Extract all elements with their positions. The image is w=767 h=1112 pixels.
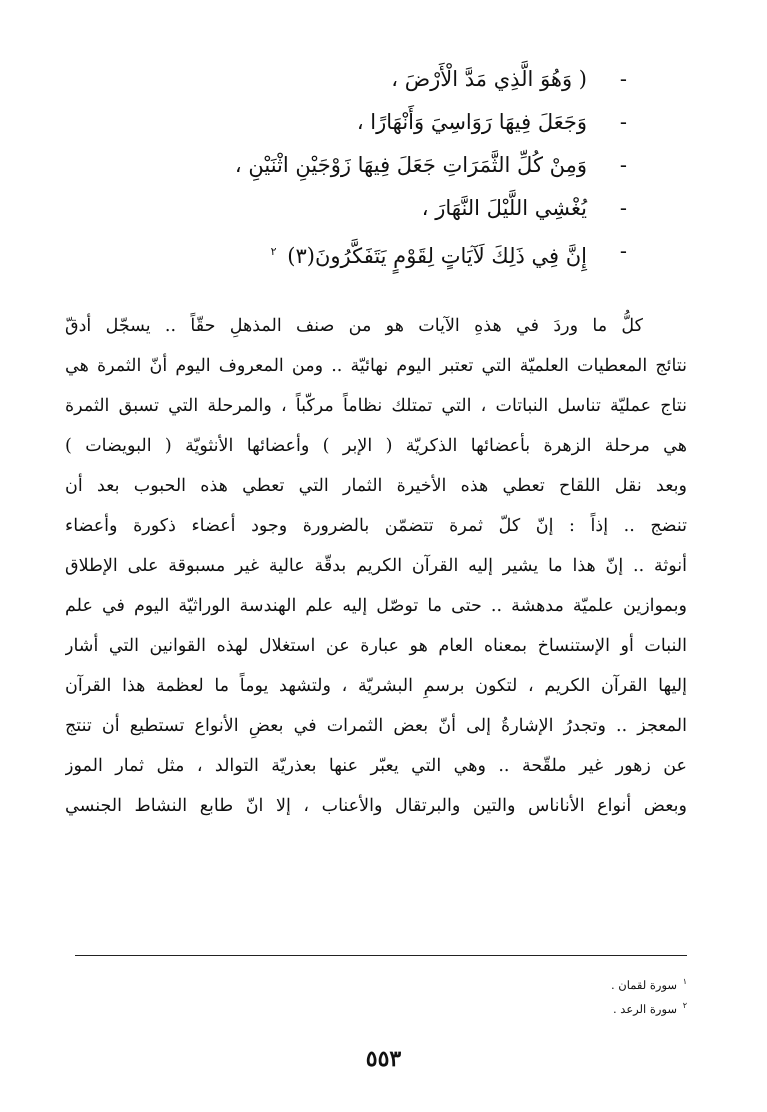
verse-dash: - bbox=[619, 153, 627, 177]
verse-dash: - bbox=[619, 196, 627, 220]
paragraph-line: أنوثة .. إنّ هذا ما يشير إليه القرآن الكريم بدقّة عالية غير مسبوقة على الإطلاق bbox=[65, 556, 687, 576]
verse-line bbox=[127, 144, 627, 187]
verse-dash: - bbox=[619, 239, 627, 263]
paragraph-line: وبعض أنواع الأناناس والتين والبرتقال والأعناب ، إلا انّ طابع النشاط الجنسي bbox=[65, 796, 687, 816]
footnote-text: سورة لقمان . bbox=[611, 977, 678, 992]
verse-text: ( وَهُوَ الَّذِي مَدَّ الْأَرْضَ ، bbox=[391, 67, 587, 91]
verse-line bbox=[127, 58, 627, 101]
paragraph-line: نتاج عمليّة تناسل النباتات ، التي تمتلك نظاماً مركّباً ، والمرحلة التي تسبق الثمرة bbox=[65, 396, 687, 416]
footnote-number: ١ bbox=[682, 977, 687, 986]
page-number: ٥٥٣ bbox=[365, 1046, 402, 1072]
paragraph-line: وبعد نقل اللقاح تعطي هذه الأخيرة الثمار التي تعطي هذه الحبوب بعد أن bbox=[65, 476, 687, 496]
verse-dash: - bbox=[619, 110, 627, 134]
paragraph-line: كلُّ ما وردَ في هذهِ الآيات هو من صنف المذهلِ حقّاً .. يسجّل أدقّ bbox=[65, 316, 643, 336]
verse-text: إِنَّ فِي ذَلِكَ لَآيَاتٍ لِقَوْمٍ يَتَفَكَّرُونَ(٣) bbox=[287, 244, 587, 268]
paragraph-line: المعجز .. وتجدرُ الإشارةُ إلى أنّ بعض الثمرات في بعضِ الأنواع تستطيع أن تنتج bbox=[65, 716, 687, 736]
footnote-item bbox=[75, 970, 687, 994]
footnote-reference: ٢ bbox=[270, 245, 277, 258]
verse-line bbox=[127, 230, 627, 273]
footnote-text: سورة الرعد . bbox=[612, 1001, 678, 1016]
paragraph-line: عن زهور غير ملقّحة .. وهي التي يعبّر عنها بعذريّة التوالد ، مثل ثمار الموز bbox=[65, 756, 687, 776]
verse-text: وَمِنْ كُلِّ الثَّمَرَاتِ جَعَلَ فِيهَا زَوْجَيْنِ اثْنَيْنِ ، bbox=[234, 153, 587, 177]
verse-text: يُغْشِي اللَّيْلَ النَّهَارَ ، bbox=[421, 196, 587, 220]
verse-line bbox=[127, 101, 627, 144]
verse-dash: - bbox=[619, 67, 627, 91]
footnote-item bbox=[75, 994, 687, 1018]
body-paragraph bbox=[65, 306, 687, 826]
verse-list bbox=[127, 58, 627, 273]
paragraph-line: نتائج المعطيات العلميّة التي تعتبر اليوم نهائيّة .. ومن المعروف اليوم أنّ الثمرة هي bbox=[65, 356, 687, 376]
footnote-divider bbox=[75, 955, 687, 956]
verse-line bbox=[127, 187, 627, 230]
paragraph-line: هي مرحلة الزهرة بأعضائها الذكريّة ( الإبر ) وأعضائها الأنثويّة ( البويضات ) bbox=[65, 436, 687, 456]
paragraph-line: تنضج .. إذاً : إنّ كلّ ثمرة تتضمّن بالضرورة وجود أعضاء ذكورة وأعضاء bbox=[65, 516, 687, 536]
footnotes bbox=[75, 970, 687, 1018]
paragraph-line: وبموازين علميّة مدهشة .. حتى ما توصّل إليه علم الهندسة الوراثيّة اليوم في علم bbox=[65, 596, 687, 616]
paragraph-line: إليها القرآن الكريم ، لتكون برسمِ البشريّة ، ولتشهد يوماً ما لعظمة هذا القرآن bbox=[65, 676, 687, 696]
footnote-number: ٢ bbox=[682, 1001, 687, 1010]
paragraph-line: النبات أو الإستنساخ بمعناه العام هو عبارة عن استغلال لهذه القوانين التي أشار bbox=[65, 636, 687, 656]
verse-text: وَجَعَلَ فِيهَا رَوَاسِيَ وَأَنْهَارًا ، bbox=[356, 110, 587, 134]
